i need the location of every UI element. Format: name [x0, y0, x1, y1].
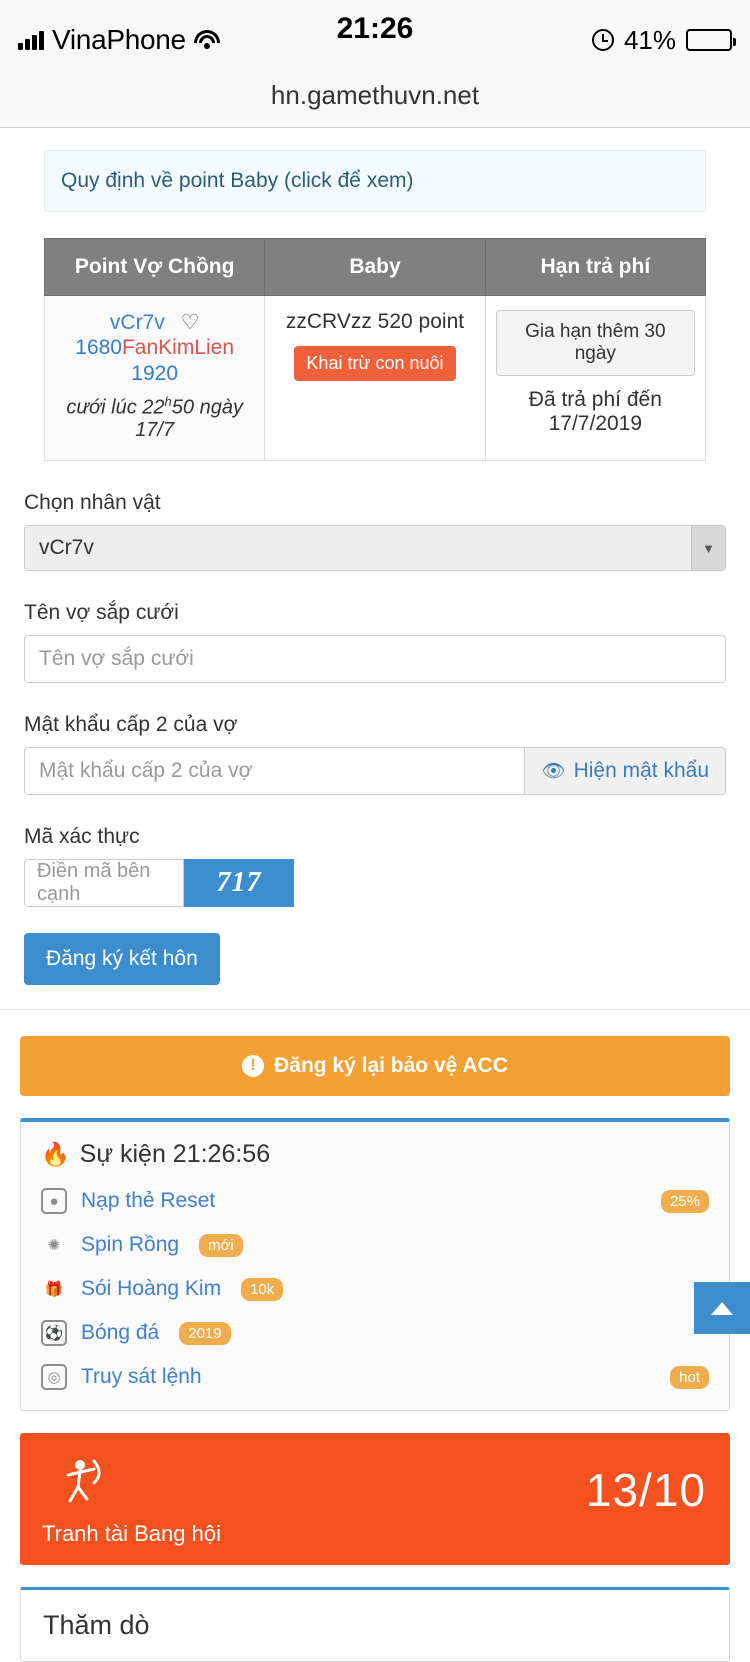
- wife-password-label: Mật khẩu cấp 2 của vợ: [24, 713, 238, 737]
- battery-percent-label: 41%: [623, 24, 676, 55]
- exclamation-icon: !: [242, 1055, 264, 1077]
- captcha-row: [24, 859, 726, 907]
- url-label: hn.gamethuvn.net: [270, 80, 480, 110]
- captcha-input[interactable]: [24, 859, 184, 907]
- wife-name-placeholder: Tên vợ sắp cưới: [39, 647, 194, 671]
- married-hour-sup: h: [164, 393, 172, 409]
- reregister-acc-protection-button[interactable]: [20, 1036, 730, 1096]
- show-password-label: Hiện mật khẩu: [573, 759, 709, 783]
- register-marriage-button[interactable]: Đăng ký kết hôn: [24, 933, 220, 985]
- list-item[interactable]: [21, 1223, 729, 1267]
- alarm-icon: [592, 29, 614, 51]
- event-badge-2019: 2019: [179, 1322, 230, 1345]
- battery-icon: [686, 29, 732, 51]
- wife-password-placeholder: Mật khẩu cấp 2 của vợ: [39, 759, 253, 783]
- list-item[interactable]: [21, 1355, 729, 1410]
- table-row: [45, 296, 706, 461]
- couple-nick-line: [55, 310, 254, 335]
- captcha-label: Mã xác thực: [24, 825, 140, 849]
- table-header-row: [45, 239, 706, 296]
- poll-title: Thăm dò: [43, 1610, 150, 1641]
- married-hour: 22: [142, 396, 165, 419]
- extend-30-days-button[interactable]: Gia hạn thêm 30 ngày: [496, 310, 695, 376]
- cell-fee: [485, 296, 705, 461]
- cell-point-couple: [45, 296, 265, 461]
- gift-icon: 🎁: [44, 1281, 64, 1299]
- guild-competition-banner[interactable]: [20, 1433, 730, 1565]
- wife-password-group: [24, 747, 726, 795]
- list-item[interactable]: [21, 1311, 729, 1355]
- player-nick[interactable]: vCr7v: [109, 311, 165, 334]
- event-badge-10k: 10k: [241, 1278, 283, 1301]
- event-link-bong-da[interactable]: Bóng đá: [81, 1321, 160, 1345]
- character-label: Chọn nhân vật: [24, 491, 161, 515]
- col-header-baby: Baby: [265, 239, 485, 296]
- events-title: [21, 1122, 729, 1179]
- captcha-placeholder: Điền mã bên cạnh: [37, 860, 151, 906]
- wife-name-label: Tên vợ sắp cưới: [24, 601, 179, 625]
- captcha-image[interactable]: [184, 859, 294, 907]
- back-to-top-button[interactable]: [694, 1282, 750, 1334]
- heart-icon: ♡: [180, 311, 200, 334]
- list-item[interactable]: [21, 1179, 729, 1223]
- remove-adopted-child-button[interactable]: Khai trừ con nuôi: [294, 346, 455, 381]
- character-select[interactable]: [24, 525, 726, 571]
- spinner-icon: ✺: [47, 1237, 61, 1255]
- baby-point-notice-label: Quy định về point Baby (click để xem): [61, 169, 414, 192]
- married-label: cưới lúc: [66, 396, 137, 419]
- guild-score: 13/10: [585, 1464, 706, 1517]
- wife-name-input[interactable]: [24, 635, 726, 683]
- poll-card: [20, 1587, 730, 1662]
- clock-label: 21:26: [336, 12, 414, 45]
- list-item[interactable]: [21, 1267, 729, 1311]
- event-link-truy-sat-lenh[interactable]: Truy sát lệnh: [81, 1365, 202, 1389]
- coin-icon: ●: [41, 1188, 67, 1214]
- married-min: 50: [171, 396, 195, 419]
- archer-icon: [54, 1455, 114, 1515]
- flame-icon: 🔥: [41, 1141, 70, 1168]
- event-link-nap-the-reset[interactable]: Nạp thẻ Reset: [81, 1189, 216, 1213]
- captcha-code: 717: [216, 867, 262, 899]
- address-bar[interactable]: [0, 80, 750, 128]
- point-after: 1920: [131, 362, 179, 386]
- reregister-acc-protection-label: Đăng ký lại bảo vệ ACC: [274, 1054, 508, 1078]
- cell-baby: [265, 296, 485, 461]
- partner-name: FanKimLien: [121, 336, 235, 359]
- baby-point-notice[interactable]: [44, 150, 706, 212]
- show-password-button[interactable]: [525, 747, 726, 795]
- guild-banner-label: Tranh tài Bang hội: [42, 1521, 221, 1547]
- married-time-line: [55, 394, 254, 443]
- baby-point-label: zzCRVzz 520 point: [285, 310, 465, 333]
- character-select-value: vCr7v: [39, 536, 94, 560]
- football-icon: ⚽: [41, 1320, 67, 1346]
- eye-icon: 👁: [541, 761, 566, 783]
- marriage-panel: [0, 150, 750, 1010]
- events-card: [20, 1118, 730, 1411]
- point-before: 1680: [75, 336, 122, 359]
- arrow-up-icon: [711, 1302, 733, 1315]
- col-header-point: Point Vợ Chồng: [45, 239, 265, 296]
- event-link-spin-rong[interactable]: Spin Rồng: [81, 1233, 180, 1257]
- col-header-fee: Hạn trả phí: [485, 239, 705, 296]
- married-date: ngày 17/7: [135, 396, 243, 442]
- page-content: [0, 150, 750, 1641]
- chevron-down-icon[interactable]: ▼: [691, 526, 725, 570]
- event-link-soi-hoang-kim[interactable]: Sói Hoàng Kim: [81, 1277, 222, 1301]
- wife-password-input[interactable]: [24, 747, 525, 795]
- events-title-label: Sự kiện 21:26:56: [79, 1140, 271, 1169]
- point-line: [55, 335, 254, 361]
- couple-info-table: [44, 238, 706, 461]
- target-icon: ◎: [41, 1364, 67, 1390]
- character-select-wrap: [24, 525, 726, 571]
- carrier-label: VinaPhone: [52, 24, 186, 55]
- paid-until-label: Đã trả phí đến 17/7/2019: [528, 388, 662, 435]
- status-bar: [0, 0, 750, 80]
- event-badge-percent: 25%: [661, 1190, 709, 1213]
- event-badge-hot: hot: [670, 1366, 709, 1389]
- event-badge-moi: mới: [199, 1234, 243, 1257]
